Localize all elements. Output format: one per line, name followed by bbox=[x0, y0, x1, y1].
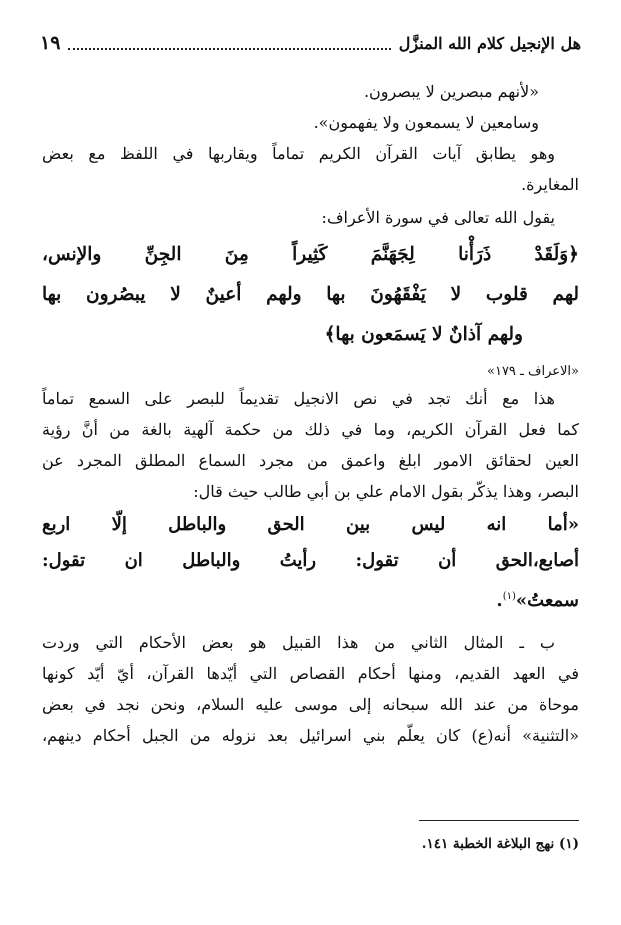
book-title: هل الإنجيل كلام الله المنزَّل bbox=[398, 33, 581, 53]
text-line: يقول الله تعالى في سورة الأعراف: bbox=[321, 208, 555, 227]
quote-line: أصابع،الحق أن تقول: رأيتُ والباطل ان تقول: bbox=[42, 550, 579, 571]
header-leader-dots bbox=[68, 42, 390, 50]
text-line: في العهد القديم، ومنها أحكام القصاص التي أيّدها القرآن، أيّ أيّد كونها bbox=[42, 664, 579, 683]
text-line: المغايرة. bbox=[521, 175, 579, 194]
footnote-marker: (١) bbox=[502, 591, 516, 602]
footnote-separator bbox=[419, 820, 579, 821]
quran-verse-line: لهم قلوب لا يَفْقَهُونَ بها ولهم أعينٌ لا يبصُرون بها bbox=[42, 284, 579, 305]
running-header bbox=[40, 30, 581, 56]
text-line: ب ـ المثال الثاني من هذا القبيل هو بعض الأحكام التي وردت bbox=[42, 633, 555, 652]
quote-line-last bbox=[42, 579, 579, 619]
full-stop: . bbox=[496, 590, 503, 611]
page-number: ١٩ bbox=[40, 32, 61, 54]
quote-line: «أما انه ليس بين الحق والباطل إلّا اربع bbox=[42, 514, 579, 535]
verse-reference: «الاعراف ـ ١٧٩» bbox=[487, 364, 579, 379]
text-line: «لأنهم مبصرين لا يبصرون. bbox=[363, 82, 539, 101]
quran-verse-line: ولهم آذانٌ لا يَسمَعون بها﴾ bbox=[324, 324, 523, 345]
text-line: «التثنية» أنه(ع) كان يعلّم بني اسرائيل بعد نزوله من الجبل أحكام دينهم، bbox=[42, 726, 579, 745]
text-line: هذا مع أنك تجد في نص الانجيل تقديماً للبصر على السمع تماماً bbox=[42, 389, 555, 408]
quran-verse-block bbox=[42, 235, 579, 355]
text-line: وهو يطابق آيات القرآن الكريم تماماً ويقاربها في اللفظ مع بعض bbox=[42, 144, 555, 163]
quran-verse-line: ﴿وَلَقَدْ ذَرَأْنا لِجَهَنَّمَ كَثِيراً مِنَ الجِنِّ والإنس، bbox=[42, 244, 579, 265]
quote-text: سمعتُ» bbox=[515, 590, 579, 611]
footnote: (١) نهج البلاغة الخطبة ١٤١. bbox=[421, 836, 579, 852]
text-line: موحاة من عند الله سبحانه إلى موسى عليه السلام، ونحن نجد في بعض bbox=[42, 695, 579, 714]
text-line: البصر، وهذا يذكّر بقول الامام علي بن أبي طالب حيث قال: bbox=[193, 482, 579, 501]
page-body bbox=[42, 76, 579, 751]
text-line: كما فعل القرآن الكريم، وما في ذلك من حكمة آلهية بالغة من أنَّ رؤية bbox=[42, 420, 579, 439]
imam-quote-block bbox=[42, 507, 579, 619]
text-line: وسامعين لا يسمعون ولا يفهمون». bbox=[313, 113, 539, 132]
text-line: العين لحقائق الامور ابلغ واعمق من مجرد السماع المطلق المجرد عن bbox=[42, 451, 579, 470]
